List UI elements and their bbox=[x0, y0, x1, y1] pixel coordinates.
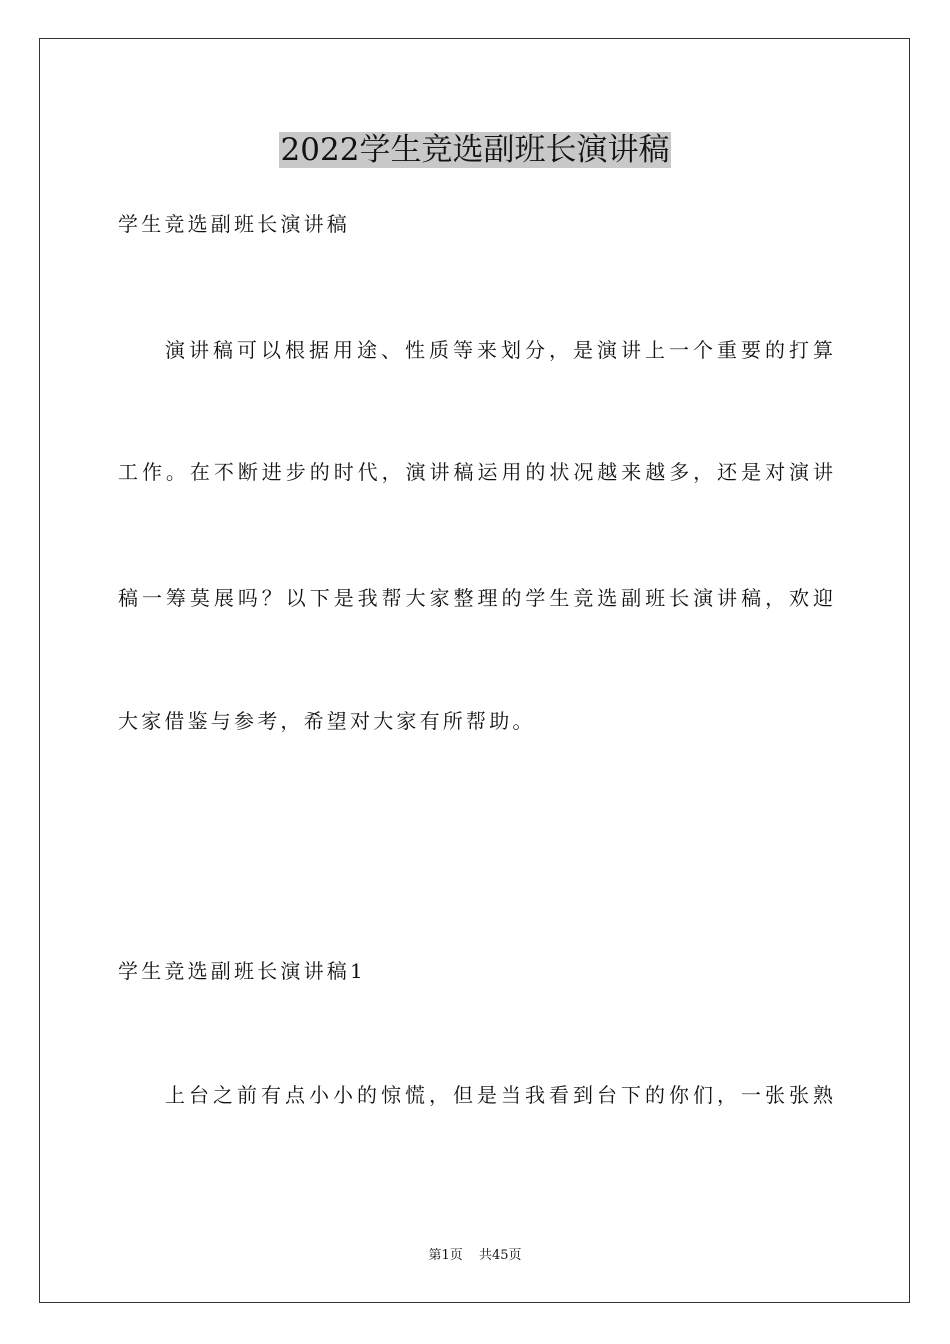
page-number: 第1页 bbox=[428, 1248, 463, 1263]
document-subtitle: 学生竞选副班长演讲稿 bbox=[118, 212, 350, 236]
document-title bbox=[0, 128, 950, 172]
intro-line-3: 稿一筹莫展吗？以下是我帮大家整理的学生竞选副班长演讲稿，欢迎 bbox=[118, 586, 833, 610]
intro-line-1: 演讲稿可以根据用途、性质等来划分，是演讲上一个重要的打算 bbox=[165, 338, 833, 362]
section-line-1: 上台之前有点小小的惊慌，但是当我看到台下的你们，一张张熟 bbox=[165, 1083, 833, 1107]
section-heading: 学生竞选副班长演讲稿1 bbox=[118, 959, 366, 983]
intro-line-4: 大家借鉴与参考，希望对大家有所帮助。 bbox=[118, 709, 536, 733]
document-title-text: 2022学生竞选副班长演讲稿 bbox=[280, 132, 670, 168]
page-total: 共45页 bbox=[478, 1248, 522, 1263]
page-footer bbox=[0, 1246, 950, 1266]
intro-line-2: 工作。在不断进步的时代，演讲稿运用的状况越来越多，还是对演讲 bbox=[118, 460, 833, 484]
